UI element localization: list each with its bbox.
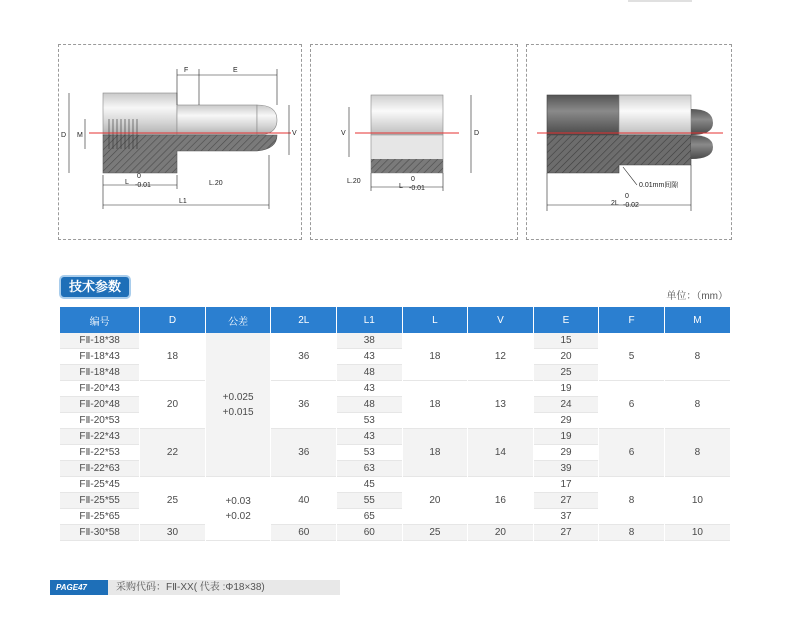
- cell-l: 25: [402, 525, 468, 541]
- figure-pin-with-shoulder: [58, 44, 302, 240]
- dim-l1-label: L1: [179, 198, 187, 205]
- cell-e: 17: [533, 477, 599, 493]
- cell-l1: 43: [337, 349, 403, 365]
- cell-e: 25: [533, 365, 599, 381]
- col-header-d: D: [140, 307, 206, 333]
- cell-f: 6: [599, 381, 665, 429]
- cell-v: 20: [468, 525, 534, 541]
- cell-l1: 63: [337, 461, 403, 477]
- cell-e: 20: [533, 349, 599, 365]
- cell-tolerance: [205, 477, 271, 541]
- cell-v: 14: [468, 429, 534, 477]
- cell-e: 27: [533, 525, 599, 541]
- cell-l1: 53: [337, 413, 403, 429]
- col-header-e: E: [533, 307, 599, 333]
- cell-e: 29: [533, 445, 599, 461]
- cell-e: 19: [533, 429, 599, 445]
- cell-m: 10: [664, 525, 730, 541]
- cell-d: 22: [140, 429, 206, 477]
- dim-v-label: V: [292, 130, 297, 137]
- dim-2l-label: 2L: [611, 200, 619, 207]
- col-header-v: V: [468, 307, 534, 333]
- cell-l1: 48: [337, 365, 403, 381]
- cell-2l: 40: [271, 477, 337, 525]
- col-header-tolerance: 公差: [205, 307, 271, 333]
- table-row: [60, 477, 730, 493]
- col-header-l: L: [402, 307, 468, 333]
- cell-l: 18: [402, 381, 468, 429]
- dim-l-label: L: [125, 179, 129, 186]
- cell-code: FⅡ-20*43: [60, 381, 140, 397]
- dim-2l-tol-bottom: -0.02: [623, 202, 639, 209]
- cell-l1: 43: [337, 429, 403, 445]
- tolerance-lower: +0.02: [225, 510, 251, 522]
- cell-tolerance: [205, 333, 271, 477]
- cell-m: 8: [664, 381, 730, 429]
- cell-code: FⅡ-18*48: [60, 365, 140, 381]
- cell-v: 13: [468, 381, 534, 429]
- cell-l: 20: [402, 477, 468, 525]
- cell-2l: 36: [271, 429, 337, 477]
- dim-d-label: D: [474, 130, 480, 137]
- cell-code: FⅡ-22*53: [60, 445, 140, 461]
- col-header-m: M: [664, 307, 730, 333]
- cell-l: 18: [402, 429, 468, 477]
- cell-code: FⅡ-20*53: [60, 413, 140, 429]
- cell-l1: 65: [337, 509, 403, 525]
- table-row: [60, 381, 730, 397]
- cell-code: FⅡ-22*43: [60, 429, 140, 445]
- cell-m: 10: [664, 477, 730, 525]
- gap-label: 0.01mm间隙: [639, 182, 679, 189]
- dim-l-tol-bottom: -0.01: [135, 182, 151, 189]
- dim-2l-tol-top: 0: [625, 193, 629, 200]
- cell-e: 29: [533, 413, 599, 429]
- cell-2l: 36: [271, 333, 337, 381]
- cell-code: FⅡ-25*65: [60, 509, 140, 525]
- table-row: [60, 333, 730, 349]
- dim-l-tol-top: 0: [411, 176, 415, 183]
- cell-code: FⅡ-18*38: [60, 333, 140, 349]
- cell-l1: 48: [337, 397, 403, 413]
- cell-v: 12: [468, 333, 534, 381]
- tolerance-upper: +0.03: [225, 495, 251, 507]
- col-header-f: F: [599, 307, 665, 333]
- cell-f: 6: [599, 429, 665, 477]
- cell-f: 8: [599, 525, 665, 541]
- dim-taper-label: L.20: [347, 178, 361, 185]
- dim-v-label: V: [341, 130, 346, 137]
- cell-f: 8: [599, 477, 665, 525]
- cell-code: FⅡ-25*55: [60, 493, 140, 509]
- cell-e: 39: [533, 461, 599, 477]
- cell-d: 25: [140, 477, 206, 525]
- dim-d-label: D: [61, 132, 67, 139]
- cell-e: 27: [533, 493, 599, 509]
- cell-2l: 36: [271, 381, 337, 429]
- cell-l1: 45: [337, 477, 403, 493]
- figure-bushing: [310, 44, 518, 240]
- cell-d: 18: [140, 333, 206, 381]
- cell-l1: 53: [337, 445, 403, 461]
- col-header-code: 编号: [60, 307, 140, 333]
- cell-e: 24: [533, 397, 599, 413]
- cell-l1: 55: [337, 493, 403, 509]
- cell-code: FⅡ-20*48: [60, 397, 140, 413]
- cell-e: 37: [533, 509, 599, 525]
- cell-code: FⅡ-22*63: [60, 461, 140, 477]
- dim-l-tol-top: 0: [137, 173, 141, 180]
- cell-2l: 60: [271, 525, 337, 541]
- cell-l1: 60: [337, 525, 403, 541]
- cell-m: 8: [664, 333, 730, 381]
- cell-d: 20: [140, 381, 206, 429]
- top-edge-mark: [628, 0, 692, 2]
- cell-v: 16: [468, 477, 534, 525]
- tolerance-lower: +0.015: [222, 406, 254, 418]
- cell-f: 5: [599, 333, 665, 381]
- cell-code: FⅡ-25*45: [60, 477, 140, 493]
- page-footer: [50, 580, 340, 595]
- cell-d: 30: [140, 525, 206, 541]
- cell-code: FⅡ-18*43: [60, 349, 140, 365]
- spec-table: [60, 307, 730, 541]
- col-header-2l: 2L: [271, 307, 337, 333]
- purchase-code: 采购代码：FⅡ-XX( 代表 :Φ18×38): [108, 580, 340, 595]
- cell-l1: 43: [337, 381, 403, 397]
- cell-code: FⅡ-30*58: [60, 525, 140, 541]
- dim-m-label: M: [77, 132, 83, 139]
- col-header-l1: L1: [337, 307, 403, 333]
- dim-l-tol-bottom: -0.01: [409, 185, 425, 192]
- cell-e: 19: [533, 381, 599, 397]
- cell-e: 15: [533, 333, 599, 349]
- table-header-row: [60, 307, 730, 333]
- unit-label: 单位：（mm）: [666, 291, 728, 302]
- dim-f-label: F: [184, 67, 189, 74]
- cell-l: 18: [402, 333, 468, 381]
- page-number: PAGE47: [50, 580, 108, 595]
- section-title: 技术参数: [61, 277, 129, 297]
- table-row: [60, 525, 730, 541]
- figure-assembly: [526, 44, 732, 240]
- dim-e-label: E: [233, 67, 238, 74]
- table-row: [60, 429, 730, 445]
- cell-l1: 38: [337, 333, 403, 349]
- tolerance-upper: +0.025: [222, 391, 254, 403]
- cell-m: 8: [664, 429, 730, 477]
- dim-l-label: L: [399, 183, 403, 190]
- dim-taper-label: L.20: [209, 180, 223, 187]
